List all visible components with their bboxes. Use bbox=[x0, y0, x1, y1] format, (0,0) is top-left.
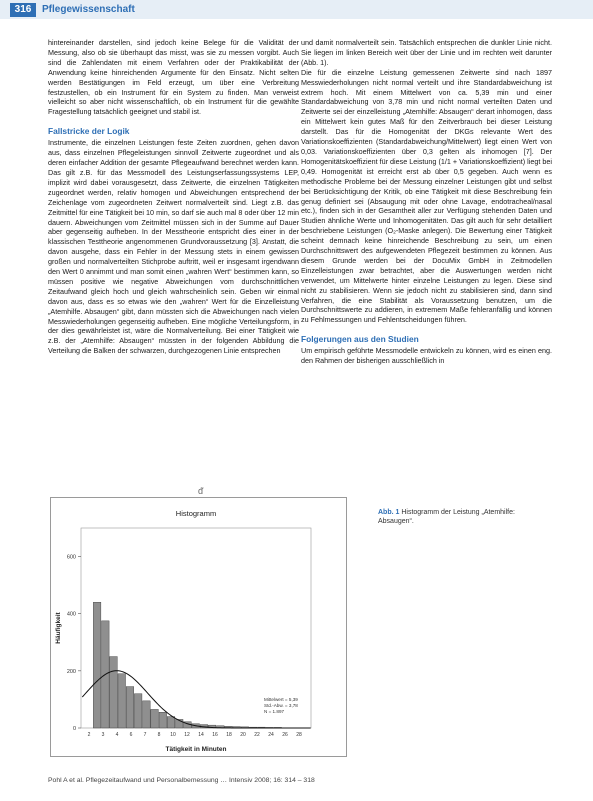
histogram-figure bbox=[50, 497, 347, 757]
stats-line: Mittelwert = 5,39 bbox=[264, 697, 298, 702]
x-tick-label: 10 bbox=[170, 732, 176, 738]
x-tick-label: 3 bbox=[101, 732, 105, 738]
x-tick-label: 22 bbox=[254, 732, 260, 738]
histogram-chart bbox=[51, 498, 346, 756]
x-tick-label: 7 bbox=[143, 732, 147, 738]
y-axis-label: Häufigkeit bbox=[55, 612, 62, 644]
chart-title: Histogramm bbox=[175, 509, 217, 518]
histogram-bar bbox=[167, 717, 175, 728]
histogram-bar bbox=[143, 701, 151, 728]
x-tick-label: 6 bbox=[129, 732, 133, 738]
x-tick-label: 26 bbox=[282, 732, 288, 738]
page-number: 316 bbox=[10, 3, 36, 17]
subheading: Fallstricke der Logik bbox=[48, 126, 130, 137]
right-column bbox=[301, 38, 552, 366]
y-tick-label: 200 bbox=[66, 668, 76, 675]
x-tick-label: 8 bbox=[157, 732, 161, 738]
histogram-bar bbox=[118, 674, 126, 728]
paragraph: Die für die einzelne Leistung gemessenen Zeitwerte sind nach 1897 Messwiederholungen nicht normal verteilt und ihre Standardabweichung ist extrem hoch. Mit einem Mittelwert von ca. 5,39 min und einer Standardabweichung von 3,78 min und nicht normal verteilten Daten und Zeitwerte sei der einzelleistung „Atemhilfe: Absaugen“ derart inhomogen, dass ein Mittelwert kein gutes Maß für den Zeitverbrauch bei dieser Leistung darstellt. Das für die Homogenität der DKGs relevante Wert des Variationskoeffizienten (Standardabweichung/Mittelwert) liegt einen Wert von 0,03. Variationskoeffizienten über 0,3 gelten als inhomogen [7]. Der Homogenitätskoeffizient für diese Leistung (1/1 + Variationskoeffizient) liegt bei 0,49. Homogenität ist erreicht erst ab über 0,5 gegeben. Auch wenn es methodische Probleme bei der Messung einzelner Leistungen gibt und selbst bei Berücksichtigung der Kritik, ob eine Tätigkeit mit diese Beschreibung fein genug definiert sei (Absaugung mit oder ohne Lavage, endotracheal/nasal etc.), finden sich in der Gesamtheit aller zur Verfügung stehenden Daten und Studien ähnliche Werte und Inhomogenitäten. Das gilt auch für sehr detailliert beschriebene Leistungen (O₂-Maske anlegen). Die Bewertung einer Tätigkeit scheint demnach keine hinreichende Beschreibung zu sein, um einen Durchschnittswert des aufgewendeten Pflegezeit bestimmen zu können. Aus diesem Grunde werden bei der DocuMix GmbH in Zeitmodellen Einzelleistungen zwar betrachtet, aber die Auswertungen werden nicht verwendet, um Mittelwerte hinter einzelne Leistungen zu legen. Diese sind nicht zu stabilisieren. Wenn sie jedoch nicht zu stabilisieren sind, dann sind Verfahren, die eine Stabilität als Voraussetzung benutzen, um die Durchschnittswerte zu addieren, in extremem Maße fehleranfällig und können zu Fehlmessungen und Fehlentscheidungen führen. bbox=[301, 67, 552, 325]
page-footer: Pohl A et al. Pflegezeitaufwand und Personalbemessung … Intensiv 2008; 16: 314 – 318 bbox=[48, 777, 315, 784]
section-title: Pflegewissenschaft bbox=[42, 4, 135, 15]
x-tick-label: 20 bbox=[240, 732, 246, 738]
histogram-bar bbox=[151, 709, 159, 728]
x-tick-label: 24 bbox=[268, 732, 274, 738]
x-axis-label: Tätigkeit in Minuten bbox=[165, 746, 227, 753]
stats-line: N = 1.897 bbox=[264, 709, 285, 714]
histogram-bar bbox=[159, 712, 167, 728]
paragraph: Instrumente, die einzelnen Leistungen feste Zeiten zuordnen, gehen davon aus, dass einzelnen Pflegeleistungen sinnvoll Zeitwerte zugeordnet und als deren einfacher Addition der gesamte Pflegeaufwand berechnet werden kann. Das gilt z.B. für das Messmodell des Leistungserfassungssystems LEP, implizit wird dabei vorausgesetzt, dass Zeitwerte, die einzelnen Tätigkeiten zugeordnet werden, relativ homogen und Abweichungen entsprechend der Zeichenlage vom zugeordneten Zeitwert normalverteilt sind. Liegt z.B. das Zeitmittel für eine Tätigkeit bei 10 min, so darf sie auch mal 8 oder über 12 min dauern. Abweichungen vom Zeitmittel müssen sich in der Summe auf Dauer aber gegenseitig aufheben. In der Messtheorie entspricht dies einer in der klassischen Testtheorie angenommenen Grundvoraussetzung [3]. Anstatt, die davon ausgehe, dass ein Fehler in der Messung stets in einem gewissen großen und normalverteilten Stichprobe auftritt, weil er insgesamt irgendwann den Wert 0 annimmt und man somit einen „wahren Wert“ bestimmen kann, so müssen positive wie negative Abweichungen vom durchschnittlichen Zeitaufwand gleich hoch und gleich wahrscheinlich sein. Geben wir einmal davon aus, dass es so etwas wie den „wahren“ Wert für die Einzelleistung „Atemhilfe. Absaugen“ gibt, dann müssten sich die Abweichungen nach vielen Messwiederholungen gegenseitig aufheben. Eine mögliche Verteilungsform, in der dies gewährleistet ist, wäre die Normalverteilung. Bei einer Tätigkeit wie z.B. der „Atemhilfe: Absaugen“ müssten in der folgenden Abbildung die Verteilung die Balken der schwarzen, durchgezogenen Linie entsprechen bbox=[48, 138, 299, 356]
histogram-bar bbox=[110, 657, 118, 728]
x-tick-label: 28 bbox=[296, 732, 302, 738]
paragraph: Um empirisch geführte Messmodelle entwickeln zu können, wird es einen eng. den Rahmen der bisherigen ausschließlich in bbox=[301, 346, 552, 366]
figure-label: Abb. 1 bbox=[378, 509, 400, 516]
left-column bbox=[48, 38, 299, 356]
y-tick-label: 400 bbox=[66, 611, 76, 618]
histogram-bar bbox=[134, 694, 142, 728]
subheading: Folgerungen aus den Studien bbox=[301, 334, 419, 345]
handwritten-mark: ᵭ bbox=[198, 486, 204, 496]
histogram-bar bbox=[126, 687, 134, 728]
x-tick-label: 2 bbox=[87, 732, 91, 738]
x-tick-label: 16 bbox=[212, 732, 218, 738]
paragraph: und damit normalverteilt sein. Tatsächlich entsprechen die dunkler Linie nicht. Sie liegen im linken Bereich weit über der Linie und im rechten weit darunter (Abb. 1). bbox=[301, 38, 552, 67]
paragraph: hintereinander darstellen, sind jedoch keine Belege für die Validität der Messung, also ob sie überhaupt das misst, was sie zu messen vorgibt. Auch sind die Zahlendaten mit einem Verfahren oder der Praktikabilität der Anwendung keine hinreichenden Argumente für den Einsatz. Nicht selten werden Bestätigungen im Feld erzeugt, um über eine Verbreitung festzustellen, ob ein Instrument für ein System zu finden. Man verweist vielleicht so aber nicht wissenschaftlich, ob ein Instrument für die gewählte Fragestellung tatsächlich geeignet und stabil ist. bbox=[48, 38, 299, 117]
y-tick-label: 600 bbox=[66, 554, 76, 561]
x-tick-label: 12 bbox=[184, 732, 190, 738]
stats-line: Std.-Abw. = 3,78 bbox=[264, 703, 298, 708]
x-tick-label: 18 bbox=[226, 732, 232, 738]
x-tick-label: 4 bbox=[115, 732, 119, 738]
y-tick-label: 0 bbox=[72, 726, 76, 732]
x-tick-label: 14 bbox=[198, 732, 204, 738]
histogram-bar bbox=[93, 602, 101, 728]
figure-caption-text: Histogramm der Leistung „Atemhilfe: Absaugen“. bbox=[378, 509, 515, 525]
figure-caption bbox=[378, 508, 548, 526]
